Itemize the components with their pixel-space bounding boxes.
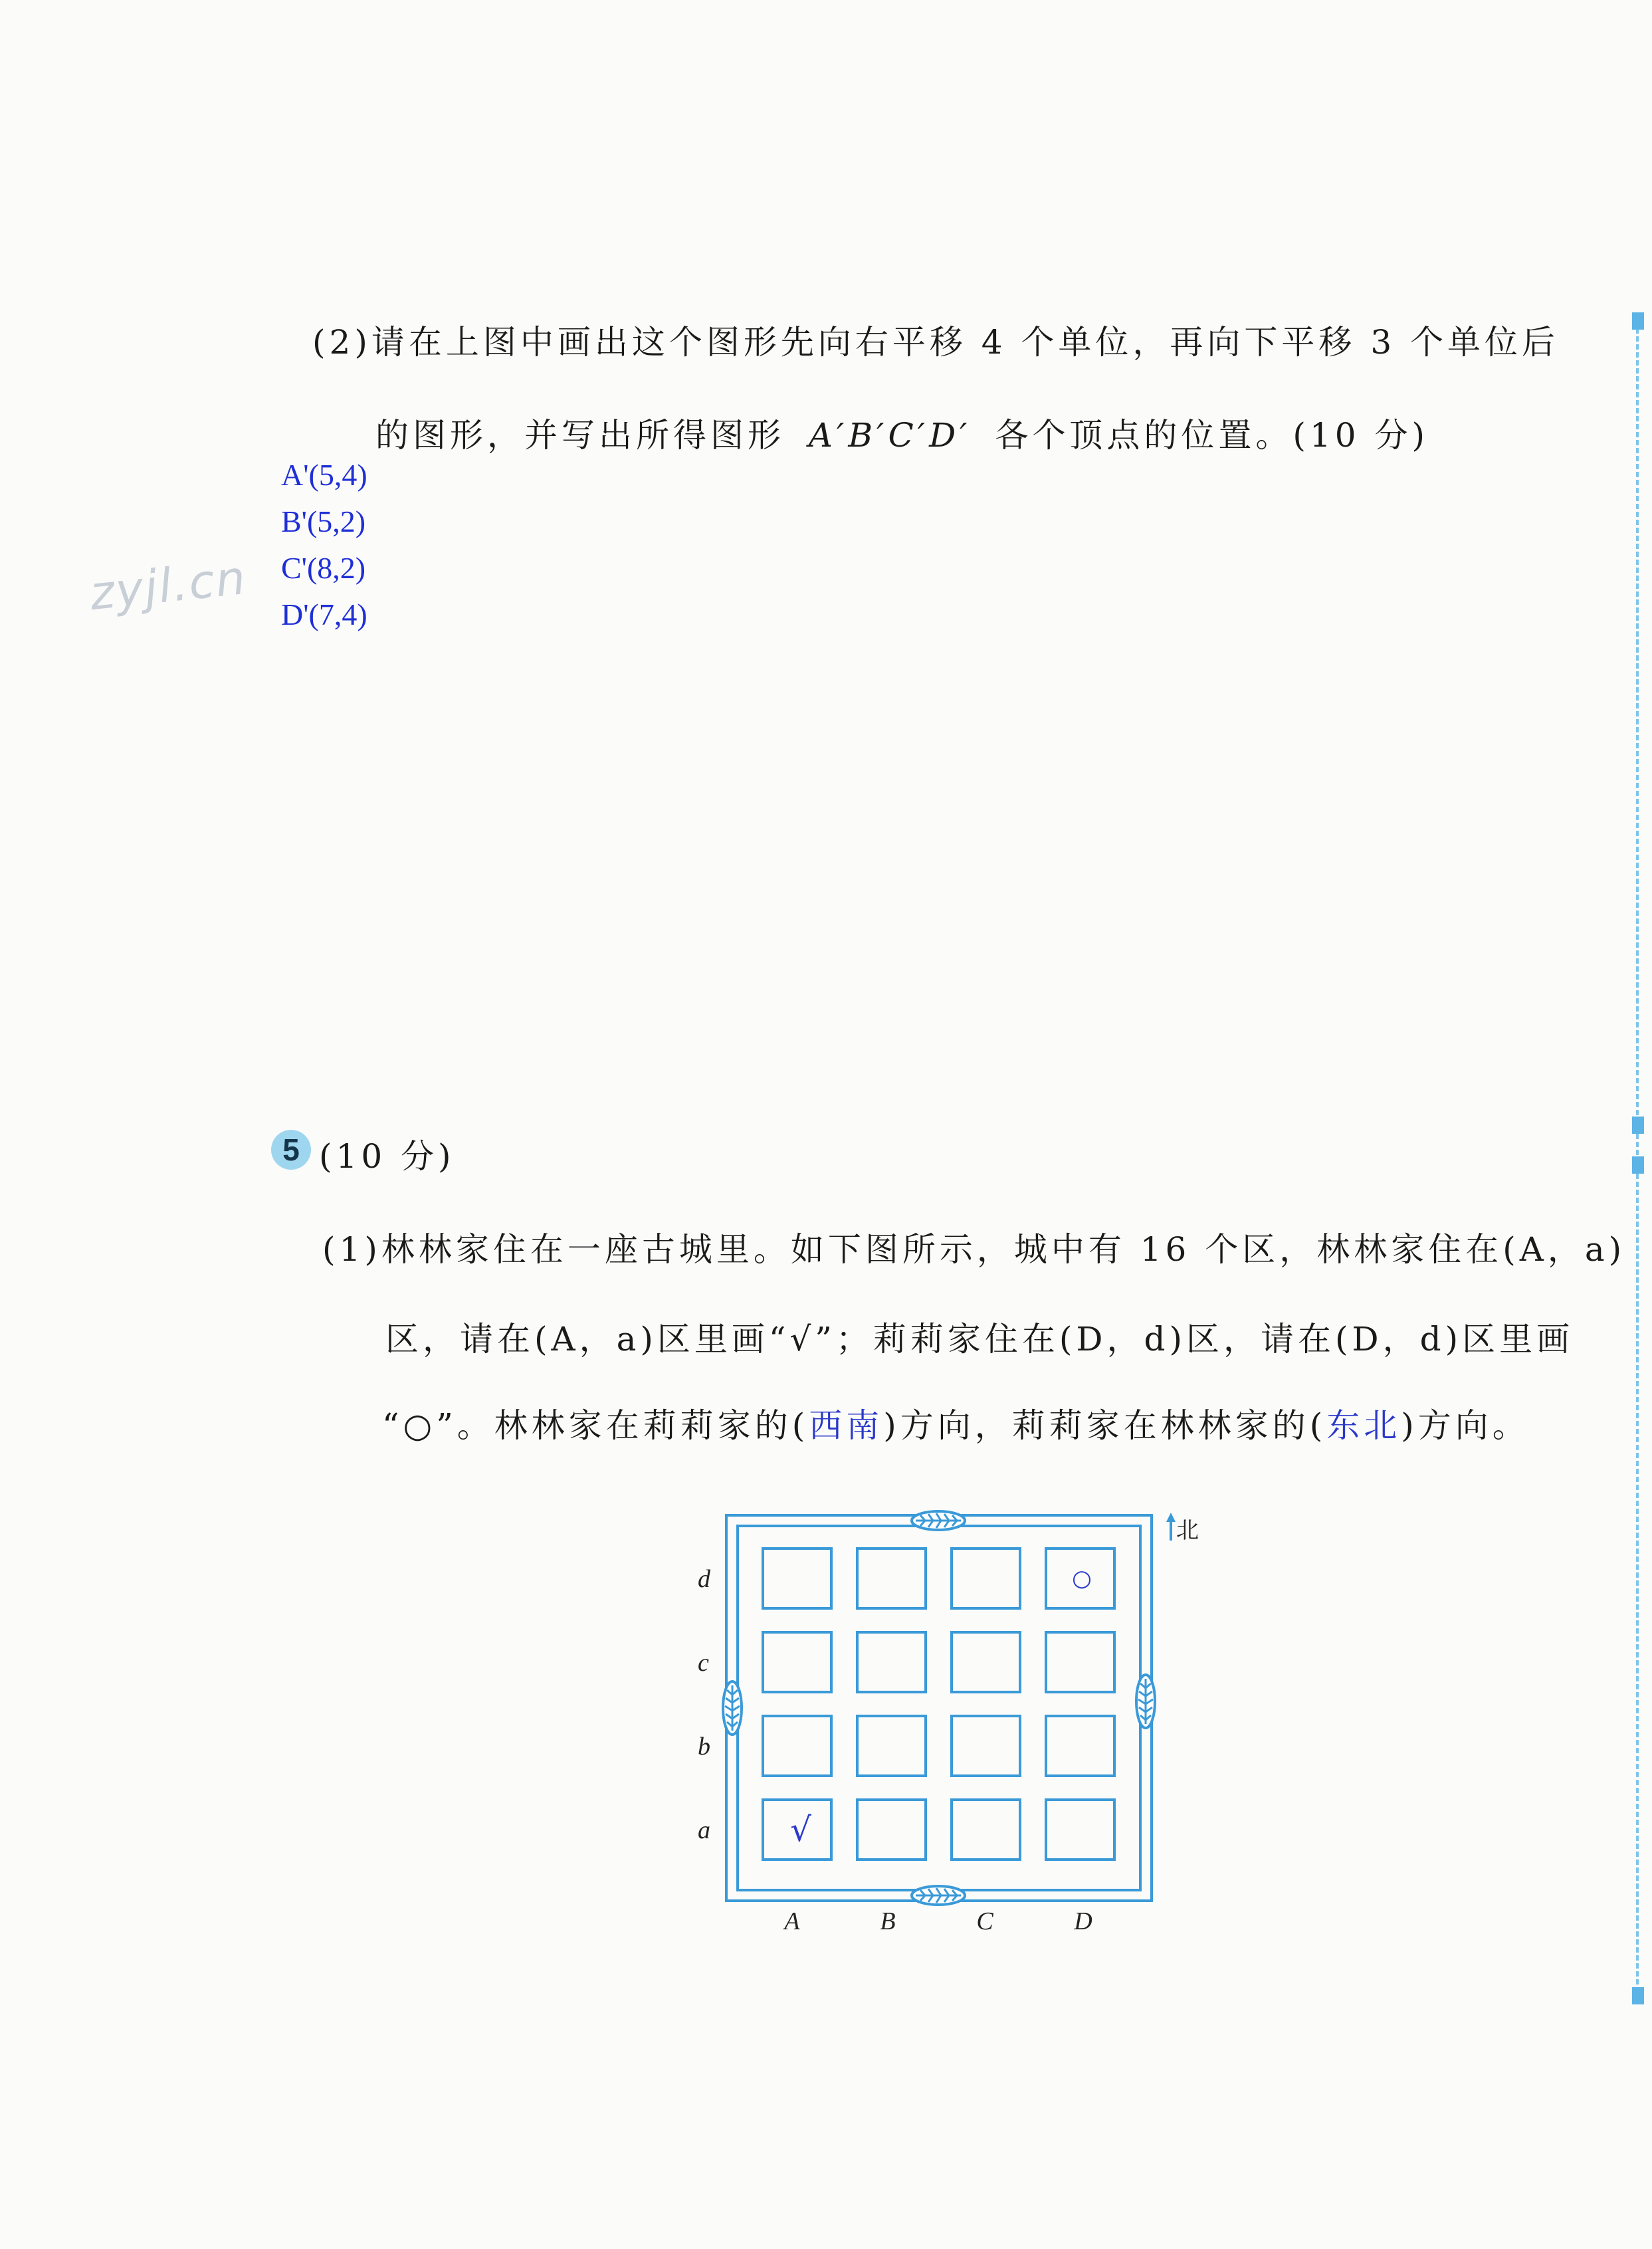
binding-marker-top xyxy=(1632,312,1644,330)
city-map xyxy=(665,1495,1249,1947)
binding-marker-bottom xyxy=(1632,1987,1644,2004)
answer-d-prime: D'(7,4) xyxy=(281,597,367,631)
block-A-d xyxy=(763,1549,831,1608)
question-5-score: (10 分) xyxy=(319,1137,455,1176)
block-B-c xyxy=(857,1632,926,1692)
gate-north xyxy=(912,1511,965,1530)
col-label-A: A xyxy=(784,1907,800,1935)
block-C-d xyxy=(952,1549,1020,1608)
block-D-a xyxy=(1046,1800,1114,1860)
row-label-b: b xyxy=(698,1733,710,1761)
answer-b-prime: B'(5,2) xyxy=(281,504,366,538)
row-label-d: d xyxy=(698,1565,710,1593)
question-5-line3-part-b: )方向，莉莉家在林林家的( xyxy=(883,1406,1327,1445)
block-B-b xyxy=(857,1716,926,1776)
question-5-line3-part-c: )方向。 xyxy=(1401,1406,1530,1445)
mark-lin-home-check: √ xyxy=(790,1810,811,1849)
question-part2-line1: (2)请在上图中画出这个图形先向右平移 4 个单位，再向下平移 3 个单位后 xyxy=(312,323,1560,362)
city-blocks xyxy=(763,1549,1114,1860)
binding-marker-middle xyxy=(1632,1117,1644,1134)
question-part2-line2-before: 的图形，并写出所得图形 xyxy=(375,416,785,455)
north-arrow-icon xyxy=(1166,1513,1176,1541)
question-5-line3 xyxy=(382,1399,1530,1447)
answer-c-prime: C'(8,2) xyxy=(281,551,366,585)
col-label-D: D xyxy=(1074,1907,1092,1935)
mark-li-home-circle: ○ xyxy=(1072,1565,1092,1592)
question-5-line3-part-a: “○”。林林家在莉莉家的( xyxy=(382,1406,809,1445)
question-part2-math: A′B′C′D′ xyxy=(808,416,972,455)
col-label-C: C xyxy=(976,1907,993,1935)
block-C-c xyxy=(952,1632,1020,1692)
question-part2-line2-after: 各个顶点的位置。(10 分) xyxy=(995,416,1429,455)
binding-marker-middle-2 xyxy=(1632,1156,1644,1174)
gate-west xyxy=(723,1681,742,1735)
col-label-B: B xyxy=(880,1907,896,1935)
watermark: zyjl.cn xyxy=(87,550,249,621)
block-C-b xyxy=(952,1716,1020,1776)
gate-south xyxy=(912,1886,965,1905)
block-C-a xyxy=(952,1800,1020,1860)
gate-east xyxy=(1136,1675,1155,1728)
question-part2-line2 xyxy=(375,409,1429,457)
row-label-a: a xyxy=(698,1816,710,1844)
answer-direction-2: 东北 xyxy=(1326,1406,1401,1445)
block-B-d xyxy=(857,1549,926,1608)
block-D-c xyxy=(1046,1632,1114,1692)
answer-a-prime: A'(5,4) xyxy=(281,458,367,492)
answer-direction-1: 西南 xyxy=(809,1406,884,1445)
block-D-b xyxy=(1046,1716,1114,1776)
block-A-b xyxy=(763,1716,831,1776)
question-5-line1: (1)林林家住在一座古城里。如下图所示，城中有 16 个区，林林家住在(A，a) xyxy=(322,1230,1626,1269)
north-label: 北 xyxy=(1176,1517,1199,1544)
question-5-number-badge: 5 xyxy=(271,1130,311,1170)
block-A-c xyxy=(763,1632,831,1692)
block-B-a xyxy=(857,1800,926,1860)
row-label-c: c xyxy=(698,1649,709,1677)
question-5-line2: 区，请在(A，a)区里画“√”；莉莉家住在(D，d)区，请在(D，d)区里画 xyxy=(385,1320,1574,1358)
